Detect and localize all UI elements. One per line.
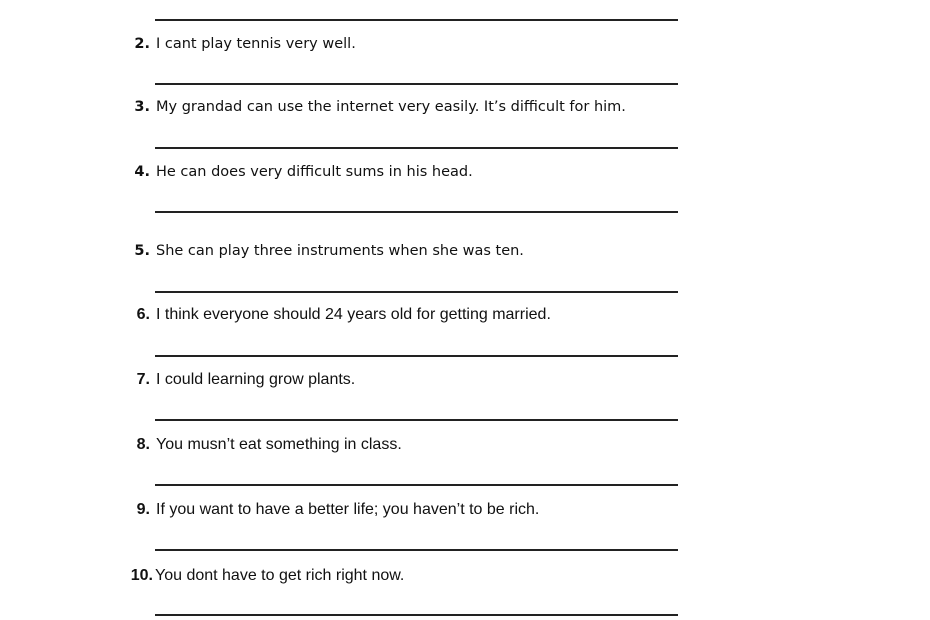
answer-line[interactable] xyxy=(155,83,678,85)
item-text: She can play three instruments when she was ten. xyxy=(156,243,524,259)
item-text: If you want to have a better life; you haven’t to be rich. xyxy=(156,501,540,518)
exercise-item xyxy=(120,240,524,262)
answer-line[interactable] xyxy=(155,484,678,486)
answer-line[interactable] xyxy=(155,211,678,213)
item-text: He can does very difficult sums in his head. xyxy=(156,164,473,180)
answer-line[interactable] xyxy=(155,147,678,149)
exercise-item xyxy=(120,369,355,391)
exercise-item xyxy=(120,161,473,183)
answer-line[interactable] xyxy=(155,291,678,293)
answer-line[interactable] xyxy=(155,549,678,551)
item-number: 10. xyxy=(130,567,153,584)
item-number: 3. xyxy=(134,99,150,115)
exercise-item xyxy=(120,434,402,456)
item-text: You dont have to get rich right now. xyxy=(155,567,405,584)
item-text: My grandad can use the internet very easily. It’s difficult for him. xyxy=(156,99,626,115)
item-number: 5. xyxy=(134,243,150,259)
exercise-item xyxy=(120,565,404,587)
answer-line[interactable] xyxy=(155,419,678,421)
exercise-item xyxy=(120,304,551,326)
answer-line[interactable] xyxy=(155,19,678,21)
item-text: I cant play tennis very well. xyxy=(156,36,356,52)
item-number: 9. xyxy=(136,501,150,518)
item-text: I think everyone should 24 years old for getting married. xyxy=(156,306,551,323)
item-number: 8. xyxy=(136,436,150,453)
item-text: I could learning grow plants. xyxy=(156,371,356,388)
item-text: You musn’t eat something in class. xyxy=(156,436,402,453)
answer-line[interactable] xyxy=(155,355,678,357)
item-number: 4. xyxy=(134,164,150,180)
item-number: 7. xyxy=(136,371,150,388)
exercise-item xyxy=(120,96,626,118)
item-number: 6. xyxy=(136,306,150,323)
exercise-item xyxy=(120,33,356,55)
exercise-item xyxy=(120,499,539,521)
answer-line[interactable] xyxy=(155,614,678,616)
item-number: 2. xyxy=(134,36,150,52)
